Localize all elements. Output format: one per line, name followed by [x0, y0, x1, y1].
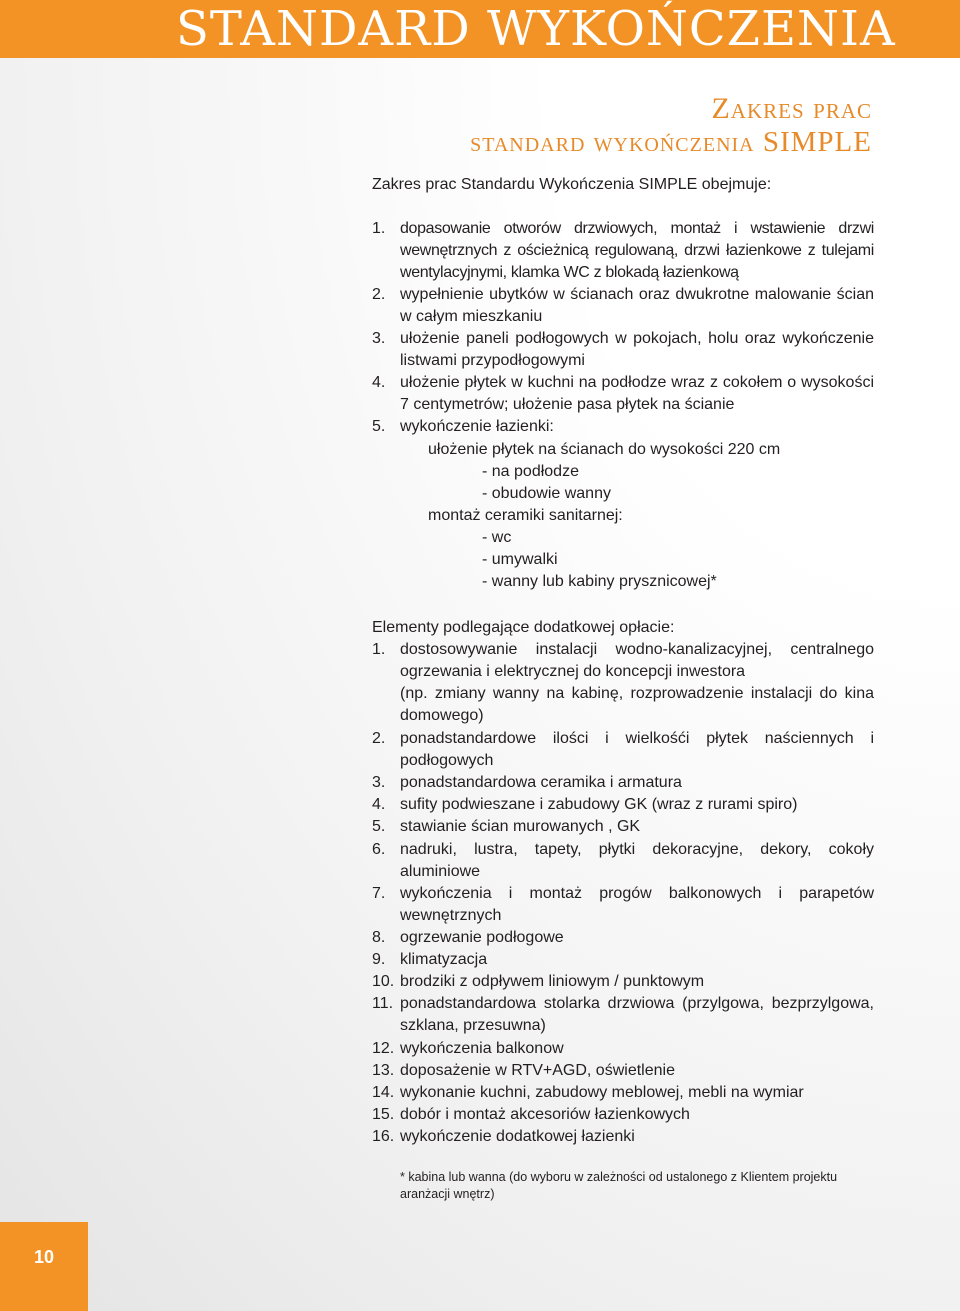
- extra-item: [372, 971, 874, 993]
- page-title: STANDARD WYKOŃCZENIA: [176, 1, 896, 57]
- scope-item-number: 5.: [372, 418, 386, 435]
- extra-item-number: 4.: [372, 796, 386, 813]
- bathroom-ceramics-subitem: - wc: [482, 529, 512, 546]
- scope-item-text: wypełnienie ubytków w ścianach oraz dwukrotne malowanie ścian w całym mieszkaniu: [400, 286, 874, 325]
- extra-item-number: 10.: [372, 973, 395, 990]
- extra-item: [372, 883, 874, 927]
- extra-item-text: wykończenie dodatkowej łazienki: [400, 1128, 635, 1145]
- scope-item: [372, 416, 874, 438]
- extra-item-text: dobór i montaż akcesoriów łazienkowych: [400, 1106, 690, 1123]
- scope-item-text: dopasowanie otworów drzwiowych, montaż i wstawienie drzwi wewnętrznych z ościeżnicą regulowaną, drzwi łazienkowe z tulejami wentylacyjnymi, klamka WC z blokadą łazienkową: [400, 220, 874, 281]
- extra-item-text: wykonanie kuchni, zabudowy meblowej, mebli na wymiar: [400, 1084, 804, 1101]
- extra-item-text: ponadstandardowe ilości i wielkośći płytek naściennych i podłogowych: [400, 730, 874, 769]
- extra-item-text: sufity podwieszane i zabudowy GK (wraz z rurami spiro): [400, 796, 798, 813]
- extra-item: [372, 839, 874, 883]
- extra-item-number: 9.: [372, 951, 386, 968]
- extra-item: [372, 1060, 874, 1082]
- page-number: 10: [33, 1247, 55, 1267]
- extra-item-text: klimatyzacja: [400, 951, 488, 968]
- extra-item-text: wykończenia i montaż progów balkonowych i parapetów wewnętrznych: [400, 885, 874, 924]
- scope-item-number: 2.: [372, 286, 386, 303]
- scope-item: [372, 284, 874, 328]
- footnote: * kabina lub wanna (do wyboru w zależności od ustalonego z Klientem projektu aranżacji wnętrz): [400, 1170, 838, 1201]
- extra-item-number: 1.: [372, 641, 386, 658]
- extra-item-text: ogrzewanie podłogowe: [400, 929, 564, 946]
- extra-item-number: 6.: [372, 841, 386, 858]
- extra-item-text-continued: (np. zmiany wanny na kabinę, rozprowadzenie instalacji do kina domowego): [400, 685, 874, 724]
- extra-item-text: ponadstandardowa stolarka drzwiowa (przylgowa, bezprzylgowa, szklana, przesuwna): [400, 995, 874, 1034]
- header-bar: [0, 0, 960, 58]
- extra-item: [372, 993, 874, 1037]
- scope-item: [372, 218, 874, 284]
- extra-item: [372, 927, 874, 949]
- extra-item-number: 11.: [372, 995, 394, 1012]
- extra-item-text: brodziki z odpływem liniowym / punktowym: [400, 973, 705, 990]
- extra-item-number: 12.: [372, 1040, 395, 1057]
- extra-item-text: dostosowywanie instalacji wodno-kanalizacyjnej, centralnego ogrzewania i elektrycznej do koncepcji inwestora: [400, 641, 874, 680]
- page-number-box: [0, 1222, 88, 1311]
- extra-item-text: stawianie ścian murowanych , GK: [400, 818, 641, 835]
- scope-item-number: 4.: [372, 374, 386, 391]
- intro-text: Zakres prac Standardu Wykończenia SIMPLE obejmuje:: [372, 176, 772, 193]
- bathroom-tiles-subitem: - na podłodze: [482, 463, 579, 480]
- bathroom-tiles-text: ułożenie płytek na ścianach do wysokości 220 cm: [428, 441, 781, 458]
- extra-item-number: 2.: [372, 730, 386, 747]
- extra-item: [372, 949, 874, 971]
- extra-item-number: 5.: [372, 818, 386, 835]
- scope-item-text: wykończenie łazienki:: [400, 418, 554, 435]
- extra-item: [372, 1082, 874, 1104]
- extra-item-number: 16.: [372, 1128, 395, 1145]
- scope-item-text: ułożenie paneli podłogowych w pokojach, holu oraz wykończenie listwami przypodłogowymi: [400, 330, 874, 369]
- section-title-line2: standard wykończenia SIMPLE: [470, 126, 872, 158]
- extra-item: [372, 816, 874, 838]
- scope-item-text: ułożenie płytek w kuchni na podłodze wraz z cokołem o wysokości 7 centymetrów; ułożenie pasa płytek na ścianie: [400, 374, 874, 413]
- extra-item: [372, 794, 874, 816]
- section-title-line1: Zakres prac: [711, 92, 872, 125]
- extra-item-number: 8.: [372, 929, 386, 946]
- extra-item-number: 13.: [372, 1062, 395, 1079]
- extra-heading: Elementy podlegające dodatkowej opłacie:: [372, 619, 675, 636]
- scope-item-number: 3.: [372, 330, 386, 347]
- bathroom-ceramics-text: montaż ceramiki sanitarnej:: [428, 507, 623, 524]
- extra-item-number: 7.: [372, 885, 386, 902]
- bathroom-tiles-subitem: - obudowie wanny: [482, 485, 611, 502]
- extra-item: [372, 1038, 874, 1060]
- extra-item-number: 14.: [372, 1084, 395, 1101]
- extra-item-number: 15.: [372, 1106, 395, 1123]
- extra-item-text: nadruki, lustra, tapety, płytki dekoracyjne, dekory, cokoły aluminiowe: [400, 841, 874, 880]
- scope-item-number: 1.: [372, 220, 386, 237]
- bathroom-ceramics-subitem: - wanny lub kabiny prysznicowej*: [482, 573, 717, 590]
- extra-item: [372, 728, 874, 772]
- scope-item: [372, 372, 874, 416]
- extra-item: [372, 1104, 874, 1126]
- extra-item: [372, 639, 874, 727]
- extra-item-text: ponadstandardowa ceramika i armatura: [400, 774, 682, 791]
- extra-item-text: wykończenia balkonow: [400, 1040, 564, 1057]
- scope-item: [372, 328, 874, 372]
- bathroom-ceramics-subitem: - umywalki: [482, 551, 558, 568]
- extra-item: [372, 1126, 874, 1148]
- extra-item-text: doposażenie w RTV+AGD, oświetlenie: [400, 1062, 675, 1079]
- extra-item: [372, 772, 874, 794]
- extra-item-number: 3.: [372, 774, 386, 791]
